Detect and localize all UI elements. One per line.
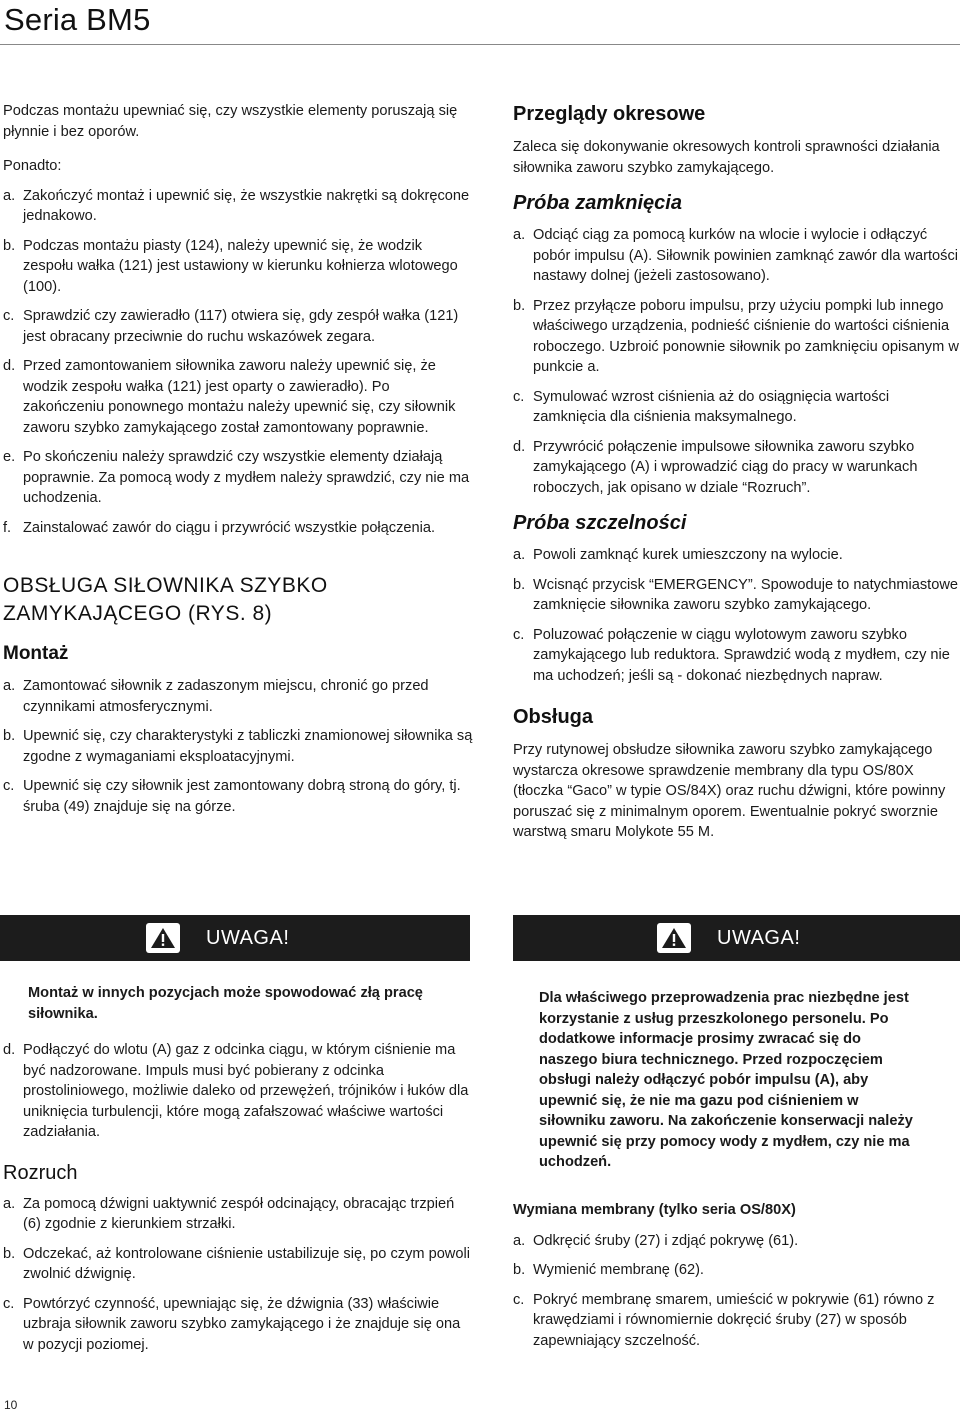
ponadto-label: Ponadto:	[3, 158, 62, 174]
list-item: f. Zainstalować zawór do ciągu i przywrócić wszystkie połączenia.	[3, 519, 436, 536]
intro-paragraph: Podczas montażu upewniać się, czy wszystkie elementy poruszają się płynnie i bez oporów.	[3, 103, 458, 140]
list-item: a. Zakończyć montaż i upewnić się, że wszystkie nakrętki są dokręcone jednakowo.	[3, 187, 470, 224]
list-item: a. Powoli zamknąć kurek umieszczony na wylocie.	[513, 547, 843, 563]
rozruch-heading: Rozruch	[3, 1161, 78, 1184]
right-column-upper	[513, 101, 960, 843]
warning-triangle-icon	[657, 923, 691, 953]
list-item: d. Przywrócić połączenie impulsowe siłownika zaworu szybko zamykającego (A) i wprowadzić ciąg do pracy w warunkach roboczych, jak opisano w dziale “Rozruch”.	[513, 438, 918, 496]
list-item: b. Wcisnąć przycisk “EMERGENCY”. Spowoduje to natychmiastowe zamknięcie siłownika zaworu szybko zamykającego.	[513, 576, 958, 613]
warning-text-right: Dla właściwego przeprowadzenia prac niezbędne jest korzystanie z usług przeszkolonego personelu. Po dodatkowe informacje prosimy zwracać się do naszego biura technicznego. Przed rozpoczęciem obsługi należy odłączyć pobór impulsu (A), aby upewnić się, że nie ma gazu pod ciśnieniem w siłowniku zaworu. Na zakończenie konserwacji należy upewnić się przy pomocy wody z mydłem, czy nie ma uchodzeń.	[539, 990, 913, 1170]
proba-szczelnosci-heading: Próba szczelności	[513, 512, 687, 534]
list-item: c. Upewnić się czy siłownik jest zamontowany dobrą stroną do góry, tj. śruba (49) znajduje się na górze.	[3, 778, 461, 815]
warning-text-left: Montaż w innych pozycjach może spowodować złą pracę siłownika.	[28, 985, 423, 1022]
list-item: a. Zamontować siłownik z zadaszonym miejscu, chronić go przed czynnikami atmosferycznymi.	[3, 678, 429, 715]
page-title: Seria BM5	[4, 2, 151, 37]
list-item: d. Przed zamontowaniem siłownika zaworu należy upewnić się, że wodzik zespołu wałka (121) jest oparty o zawieradło). Po zakończeniu ponownego montażu należy upewnić się, czy siłownik zaworu szybko zamykającego został zamontowany poprawnie.	[3, 358, 456, 436]
warning-label: UWAGA!	[717, 926, 801, 949]
warning-triangle-icon	[146, 923, 180, 953]
list-item: b. Przez przyłącze poboru impulsu, przy użyciu pompki lub innego właściwego urządzenia, podnieść ciśnienie do wartości ciśnienia roboczego. Uzbroić ponownie siłownik po zamknięciu opisanym w punkcie a.	[513, 297, 959, 375]
section-title: OBSŁUGA SIŁOWNIKA SZYBKO ZAMYKAJĄCEGO (RYS. 8)	[3, 574, 328, 625]
list-item: d. Podłączyć do wlotu (A) gaz z odcinka ciągu, w którym ciśnienie ma być nadzorowane. Impuls musi być pobierany z odcinka prostoliniowego, możliwie daleko od przewężeń, trójników i łuków dla uniknięcia turbulencji, które mogą zafałszować właściwe wartości zadziałania.	[3, 1042, 469, 1140]
przeglady-paragraph: Zaleca się dokonywanie okresowych kontroli sprawności działania siłownika zaworu szybko zamykającego.	[513, 139, 940, 176]
obsluga-heading: Obsługa	[513, 706, 594, 728]
list-item: c. Pokryć membranę smarem, umieścić w pokrywie (61) równo z krawędziami i równomiernie dokręcić śruby (27) w sposób zapewniający szczelność.	[513, 1291, 935, 1349]
warning-label: UWAGA!	[206, 926, 290, 949]
list-item: c. Powtórzyć czynność, upewniając się, że dźwignia (33) właściwie uzbraja siłownik zaworu szybko zamykającego i że znajduje się ona w pozycji poziomej.	[3, 1295, 461, 1353]
list-item: e. Po skończeniu należy sprawdzić czy wszystkie elementy działają poprawnie. Za pomocą wody z mydłem należy sprawdzić, czy nie ma uchodzenia.	[3, 449, 470, 506]
list-item: a. Za pomocą dźwigni uaktywnić zespół odcinający, obracając trzpień (6) zgodnie z kierunkiem strzałki.	[3, 1195, 455, 1232]
list-item: b. Wymienić membranę (62).	[513, 1262, 704, 1278]
list-item: a. Odciąć ciąg za pomocą kurków na wlocie i wylocie i odłączyć pobór impulsu (A). Siłownik powinien zamknąć zawór dla wartości nastawy dolnej (jeżeli zastosowano).	[513, 227, 959, 284]
left-column-upper	[3, 101, 473, 817]
list-item: b. Odczekać, aż kontrolowane ciśnienie ustabilizuje się, po czym powoli zwolnić dźwignię.	[3, 1245, 470, 1282]
list-item: c. Symulować wzrost ciśnienia aż do osiągnięcia wartości zamknięcia dla ciśnienia maksymalnego.	[513, 388, 890, 425]
montaz-heading: Montaż	[3, 643, 69, 664]
list-item: c. Sprawdzić czy zawieradło (117) otwiera się, gdy zespół wałka (121) jest obracany przeciwnie do ruchu wskazówek zegara.	[3, 308, 459, 345]
right-column-lower	[513, 1200, 960, 1351]
obsluga-paragraph: Przy rutynowej obsłudze siłownika zaworu szybko zamykającego wystarcza okresowe sprawdzenie membrany dla typu OS/80X (tłoczka “Gaco” w typie OS/84X) oraz ruchu dźwigni, które powinny poruszać się z minimalnym oporem. Ewentualnie pokryć sworznie warstwą smaru Molykote 55 M.	[513, 742, 946, 840]
left-column-lower	[3, 1040, 473, 1355]
wymiana-heading: Wymiana membrany (tylko seria OS/80X)	[513, 1202, 796, 1218]
proba-zamkniecia-heading: Próba zamknięcia	[513, 192, 682, 214]
page-number: 10	[4, 1398, 18, 1412]
list-item: b. Upewnić się, czy charakterystyki z tabliczki znamionowej siłownika są zgodne z wymaganiami eksploatacyjnymi.	[3, 728, 473, 765]
list-item: a. Odkręcić śruby (27) i zdjąć pokrywę (61).	[513, 1232, 799, 1249]
list-item: b. Podczas montażu piasty (124), należy upewnić się, że wodzik zespołu wałka (121) jest ustawiony w kierunku kołnierza wlotowego (100).	[3, 237, 458, 295]
warning-bar-right	[513, 915, 960, 961]
warning-bar-left	[0, 915, 470, 961]
title-divider	[0, 44, 960, 45]
list-item: c. Poluzować połączenie w ciągu wylotowym zaworu szybko zamykającego lub reduktora. Sprawdzić wodą z mydłem, czy nie ma uchodzeń; jeśli są - dokonać niezbędnych napraw.	[513, 626, 950, 684]
przeglady-heading: Przeglądy okresowe	[513, 103, 706, 125]
